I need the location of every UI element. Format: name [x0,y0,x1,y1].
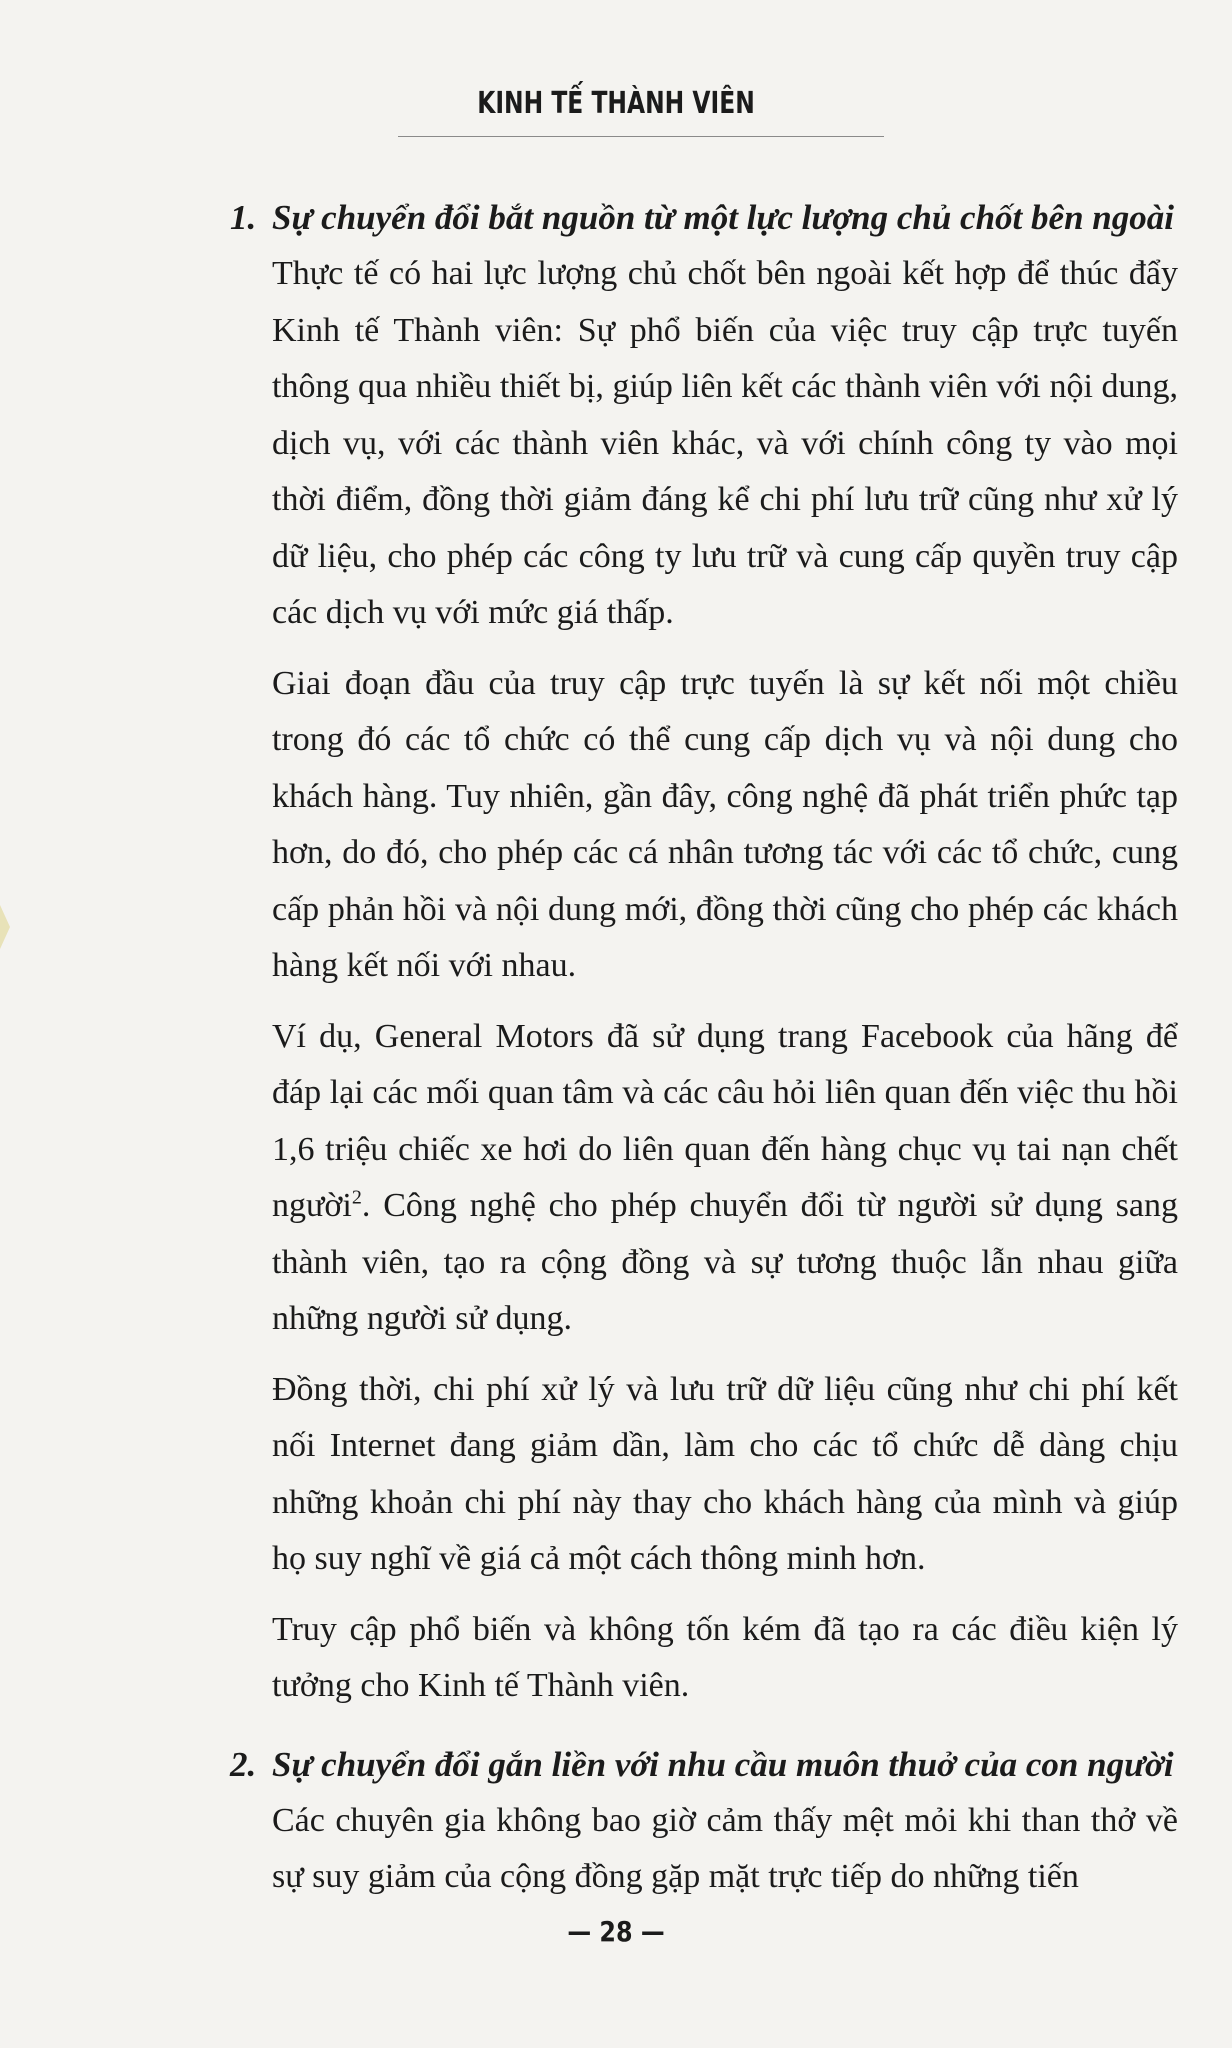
running-header: KINH TẾ THÀNH VIÊN [477,86,755,121]
section-heading-1 [230,190,1178,246]
section-number-1: 1. [230,198,257,237]
header-rule [398,136,884,137]
page-number: — 28 — [567,1915,665,1948]
paragraph: Truy cập phổ biến và không tốn kém đã tạo ra các điều kiện lý tưởng cho Kinh tế Thành viên. [272,1610,1178,1704]
paragraph: Các chuyên gia không bao giờ cảm thấy mệt mỏi khi than thở về sự suy giảm của cộng đồng gặp mặt trực tiếp do những tiến [272,1801,1178,1895]
paragraph: Thực tế có hai lực lượng chủ chốt bên ngoài kết hợp để thúc đẩy Kinh tế Thành viên: Sự phổ biến của việc truy cập trực tuyến thông qua nhiều thiết bị, giúp liên kết các thành viên với nội dung, dịch vụ, với các thành viên khác, và với chính công ty vào mọi thời điểm, đồng thời giảm đáng kể chi phí lưu trữ cũng như xử lý dữ liệu, cho phép các công ty lưu trữ và cung cấp quyền truy cập các dịch vụ với mức giá thấp. [272,255,1178,631]
paragraph-with-footnote [272,1009,1178,1348]
section-title-1: Sự chuyển đổi bắt nguồn từ một lực lượng chủ chốt bên ngoài [272,198,1174,237]
page-body [230,190,1178,1920]
section-number-2: 2. [230,1744,257,1784]
footnote-marker[interactable]: 2 [351,1186,362,1209]
section-gap [272,1729,1178,1737]
paragraph: Đồng thời, chi phí xử lý và lưu trữ dữ liệu cũng như chi phí kết nối Internet đang giảm dần, làm cho các tổ chức dễ dàng chịu những khoản chi phí này thay cho khách hàng của mình và giúp họ suy nghĩ về giá cả một cách thông minh hơn. [272,1370,1178,1577]
section-heading-2 [230,1737,1178,1793]
margin-mark [0,905,10,949]
paragraph-text: . Công nghệ cho phép chuyển đổi từ người sử dụng sang thành viên, tạo ra cộng đồng và sự tương thuộc lẫn nhau giữa những người sử dụng. [272,1187,1178,1337]
section-title-2: Sự chuyển đổi gắn liền với nhu cầu muôn thuở của con người [272,1744,1174,1784]
paragraph-text: Ví dụ, General Motors đã sử dụng trang Facebook của hãng để đáp lại các mối quan tâm và các câu hỏi liên quan đến việc thu hồi 1,6 triệu chiếc xe hơi do liên quan đến hàng chục vụ tai nạn chết người [272,1017,1178,1224]
paragraph: Giai đoạn đầu của truy cập trực tuyến là sự kết nối một chiều trong đó các tổ chức có thể cung cấp dịch vụ và nội dung cho khách hàng. Tuy nhiên, gần đây, công nghệ đã phát triển phức tạp hơn, do đó, cho phép các cá nhân tương tác với các tổ chức, cung cấp phản hồi và nội dung mới, đồng thời cũng cho phép các khách hàng kết nối với nhau. [272,664,1178,984]
